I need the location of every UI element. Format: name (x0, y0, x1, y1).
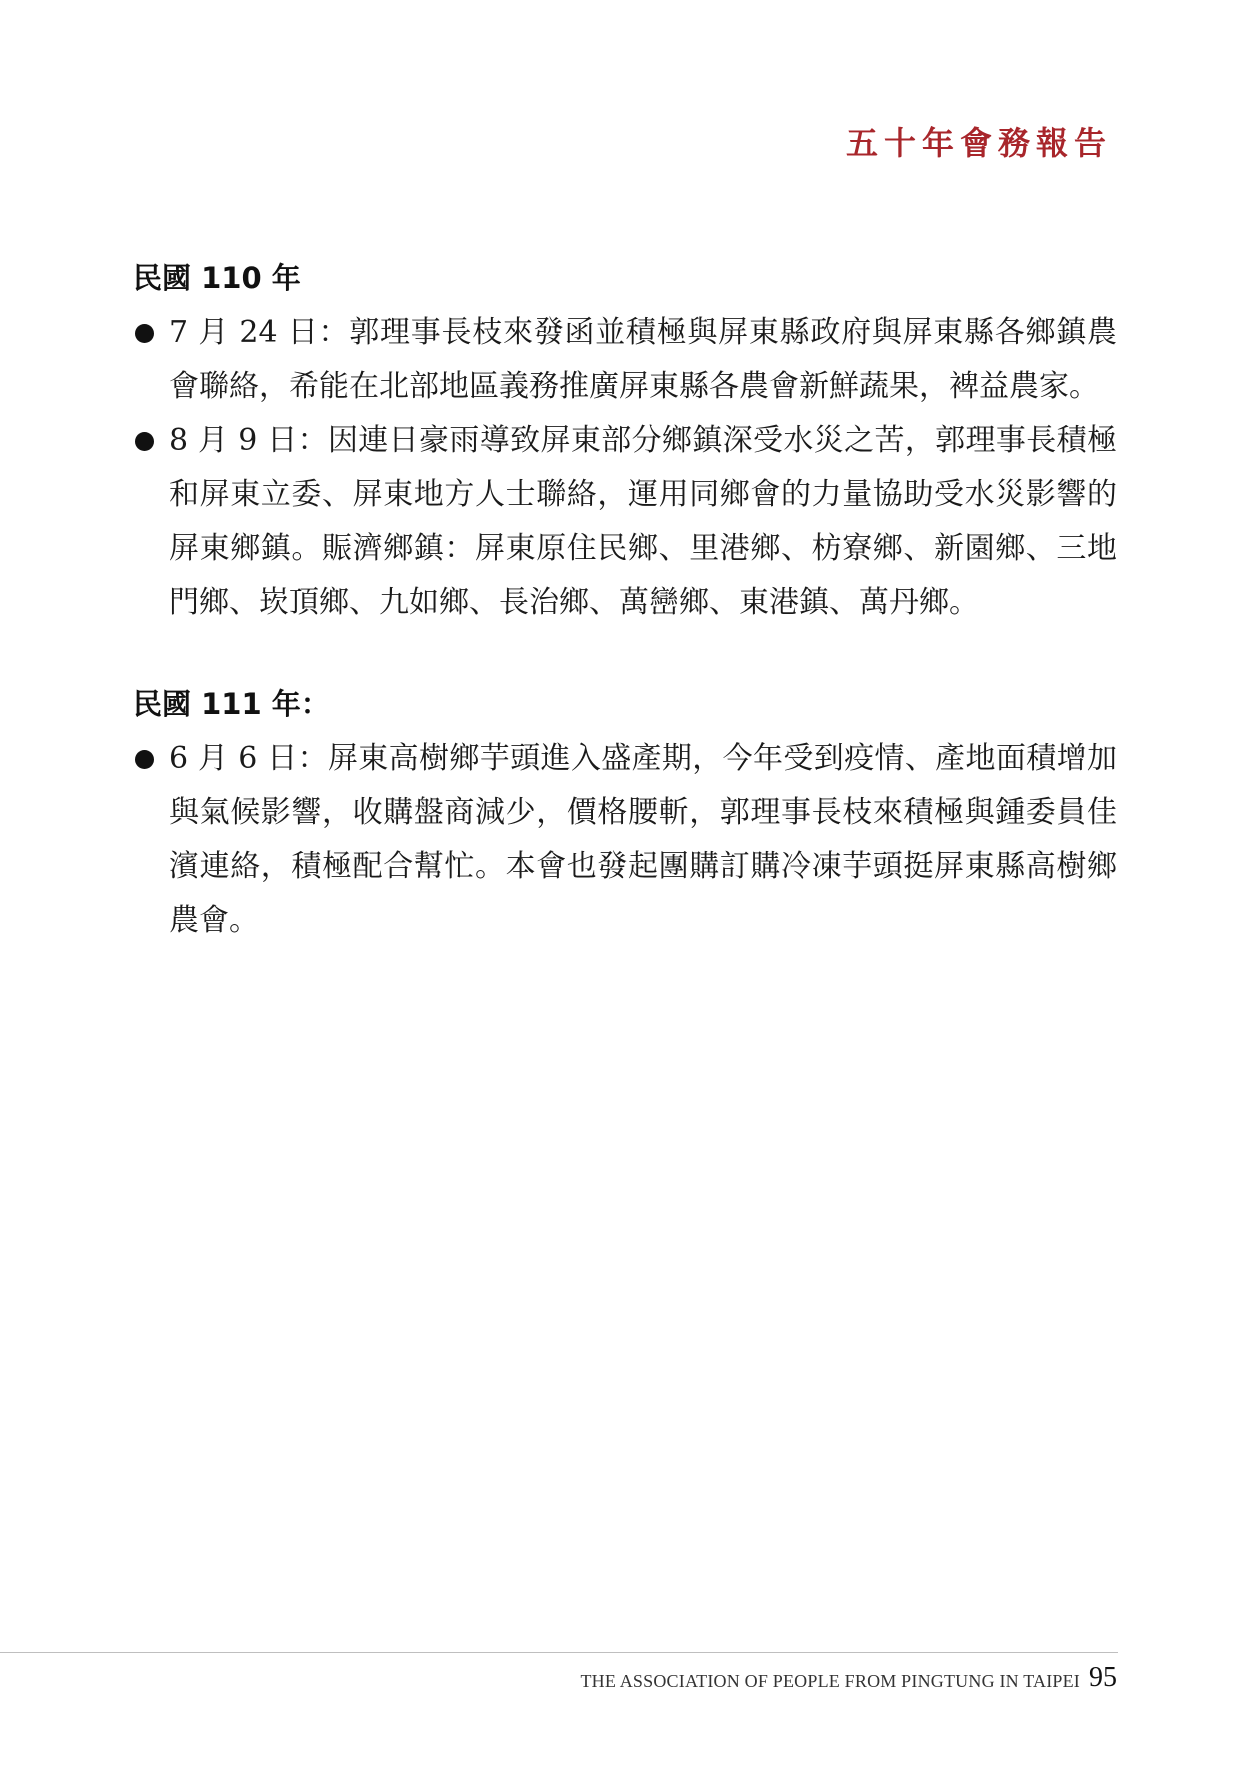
bullet-icon (135, 750, 154, 769)
section-110 (133, 258, 1117, 630)
footer-publication-name: THE ASSOCIATION OF PEOPLE FROM PINGTUNG IN TAIPEI (580, 1671, 1080, 1691)
section-111 (133, 684, 1117, 948)
page-number: 95 (1089, 1662, 1117, 1693)
footer-divider (0, 1652, 1118, 1653)
list-item (133, 414, 1117, 630)
running-header-title: 五十年會務報告 (845, 124, 1112, 162)
bullet-list (133, 306, 1117, 630)
section-heading: 民國 111 年： (133, 687, 330, 721)
page-content (133, 258, 1117, 948)
list-item-text: 8 月 9 日：因連日豪雨導致屏東部分鄉鎮深受水災之苦，郭理事長積極和屏東立委、屏東地方人士聯絡，運用同鄉會的力量協助受水災影響的屏東鄉鎮。賑濟鄉鎮：屏東原住民鄉、里港鄉、枋寮鄉、新園鄉、三地門鄉、崁頂鄉、九如鄉、長治鄉、萬巒鄉、東港鎮、萬丹鄉。 (169, 423, 1117, 620)
section-heading: 民國 110 年 (133, 261, 301, 295)
list-item (133, 306, 1117, 414)
bullet-icon (135, 324, 154, 343)
section-spacer (133, 630, 1117, 684)
list-item-text: 6 月 6 日：屏東高樹鄉芋頭進入盛產期，今年受到疫情、產地面積增加與氣候影響，收購盤商減少，價格腰斬，郭理事長枝來積極與鍾委員佳濱連絡，積極配合幫忙。本會也發起團購訂購冷凍芋頭挺屏東縣高樹鄉農會。 (169, 741, 1117, 938)
list-item-text: 7 月 24 日：郭理事長枝來發函並積極與屏東縣政府與屏東縣各鄉鎮農會聯絡，希能在北部地區義務推廣屏東縣各農會新鮮蔬果，裨益農家。 (169, 315, 1117, 404)
bullet-list (133, 732, 1117, 948)
bullet-icon (135, 432, 154, 451)
list-item (133, 732, 1117, 948)
